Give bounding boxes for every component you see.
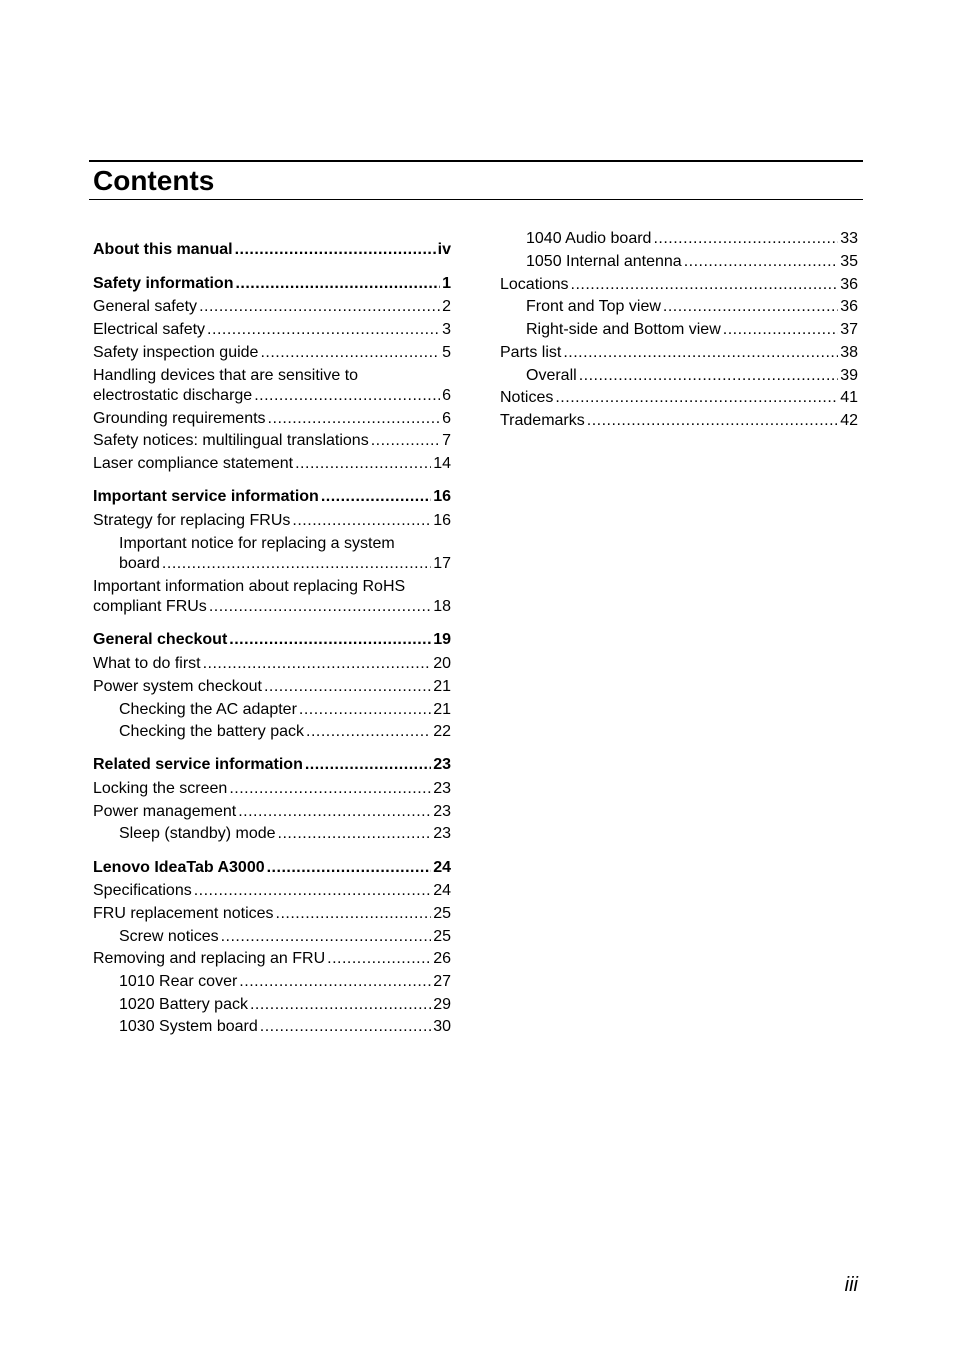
dot-leader xyxy=(235,240,436,260)
dot-leader xyxy=(684,252,839,272)
toc-entry-title: Parts list xyxy=(500,344,562,361)
dot-leader xyxy=(327,949,431,969)
toc-entry-page: 6 xyxy=(442,410,451,427)
toc-entry[interactable] xyxy=(119,927,451,947)
dot-leader xyxy=(371,431,440,451)
dot-leader xyxy=(321,487,431,507)
toc-entry[interactable] xyxy=(93,511,451,531)
toc-entry-page: 2 xyxy=(442,298,451,315)
toc-entry-title: 1030 System board xyxy=(119,1018,258,1035)
toc-entry-title: Right-side and Bottom view xyxy=(526,321,721,338)
toc-entry-title: Lenovo IdeaTab A3000 xyxy=(93,859,265,876)
toc-entry-title: Safety information xyxy=(93,275,234,292)
title-bottom-rule xyxy=(89,199,863,200)
dot-leader xyxy=(162,554,431,574)
toc-entry-page: 23 xyxy=(433,780,451,797)
toc-entry-title: Grounding requirements xyxy=(93,410,266,427)
toc-entry-title: Locations xyxy=(500,276,569,293)
dot-leader xyxy=(238,802,431,822)
dot-leader xyxy=(209,597,431,617)
dot-leader xyxy=(229,779,431,799)
toc-entry-title-cont: board xyxy=(119,555,160,572)
dot-leader xyxy=(579,366,839,386)
toc-entry[interactable] xyxy=(119,1017,451,1037)
toc-entry-title: Specifications xyxy=(93,882,192,899)
dot-leader xyxy=(250,995,431,1015)
dot-leader xyxy=(239,972,431,992)
toc-entry-title: 1010 Rear cover xyxy=(119,973,238,990)
toc-entry[interactable] xyxy=(93,577,451,617)
dot-leader xyxy=(571,275,839,295)
toc-entry-page: 41 xyxy=(840,389,858,406)
toc-entry-title: About this manual xyxy=(93,241,233,258)
toc-entry[interactable] xyxy=(526,252,858,272)
toc-entry-page: 3 xyxy=(442,321,451,338)
toc-entry-page: 38 xyxy=(840,344,858,361)
toc-entry[interactable] xyxy=(526,320,858,340)
toc-entry-title: 1040 Audio board xyxy=(526,230,652,247)
dot-leader xyxy=(723,320,838,340)
dot-leader xyxy=(267,858,432,878)
toc-entry[interactable] xyxy=(93,949,451,969)
dot-leader xyxy=(221,927,432,947)
toc-entry[interactable] xyxy=(119,824,451,844)
toc-entry[interactable] xyxy=(500,388,858,408)
toc-entry[interactable] xyxy=(93,755,451,775)
toc-entry[interactable] xyxy=(93,297,451,317)
toc-entry-title: Front and Top view xyxy=(526,298,661,315)
toc-entry[interactable] xyxy=(93,320,451,340)
toc-entry[interactable] xyxy=(119,534,451,574)
toc-entry-page: 33 xyxy=(840,230,858,247)
toc-entry-page: 24 xyxy=(433,859,451,876)
toc-entry-title: Handling devices that are sensitive to xyxy=(93,367,359,384)
toc-entry-page: 22 xyxy=(433,723,451,740)
toc-entry[interactable] xyxy=(93,654,451,674)
toc-entry-page: 37 xyxy=(840,321,858,338)
dot-leader xyxy=(663,297,838,317)
toc-entry-page: 39 xyxy=(840,367,858,384)
dot-leader xyxy=(268,409,441,429)
toc-entry[interactable] xyxy=(119,700,451,720)
toc-entry-title: General safety xyxy=(93,298,198,315)
toc-entry[interactable] xyxy=(500,411,858,431)
dot-leader xyxy=(254,386,440,406)
toc-entry-title: Electrical safety xyxy=(93,321,206,338)
dot-leader xyxy=(260,343,440,363)
dot-leader xyxy=(278,824,432,844)
toc-entry-title: Power management xyxy=(93,803,237,820)
toc-entry-page: 27 xyxy=(433,973,451,990)
toc-entry-title: Overall xyxy=(526,367,577,384)
toc-entry-title: Screw notices xyxy=(119,928,219,945)
toc-entry-page: 21 xyxy=(433,678,451,695)
toc-entry-page: 23 xyxy=(433,803,451,820)
toc-entry-page: 30 xyxy=(433,1018,451,1035)
dot-leader xyxy=(229,630,431,650)
page-title: Contents xyxy=(93,165,215,196)
dot-leader xyxy=(235,274,440,294)
dot-leader xyxy=(264,677,431,697)
toc-entry-page: 25 xyxy=(433,928,451,945)
toc-entry[interactable] xyxy=(93,454,451,474)
toc-entry-title: Checking the AC adapter xyxy=(119,701,297,718)
toc-entry-page: 14 xyxy=(433,455,451,472)
toc-entry[interactable] xyxy=(526,229,858,249)
toc-entry-title: Locking the screen xyxy=(93,780,228,797)
toc-entry-page: 17 xyxy=(433,555,451,572)
dot-leader xyxy=(260,1017,431,1037)
toc-entry-title: Strategy for replacing FRUs xyxy=(93,512,291,529)
dot-leader xyxy=(305,755,431,775)
toc-entry[interactable] xyxy=(93,904,451,924)
toc-entry[interactable] xyxy=(93,343,451,363)
toc-entry-title: Related service information xyxy=(93,756,303,773)
toc-entry-title: Notices xyxy=(500,389,554,406)
toc-entry-title: FRU replacement notices xyxy=(93,905,274,922)
toc-entry-title: What to do first xyxy=(93,655,201,672)
dot-leader xyxy=(199,297,440,317)
toc-entry-title: Power system checkout xyxy=(93,678,262,695)
toc-entry[interactable] xyxy=(93,677,451,697)
toc-entry-title: 1020 Battery pack xyxy=(119,996,248,1013)
toc-entry-page: 6 xyxy=(442,387,451,404)
toc-entry-page: 19 xyxy=(433,631,451,648)
toc-entry[interactable] xyxy=(93,802,451,822)
toc-entry[interactable] xyxy=(93,858,451,878)
toc-entry-title: Removing and replacing an FRU xyxy=(93,950,326,967)
toc-entry-page: 18 xyxy=(433,598,451,615)
toc-entry-title: Laser compliance statement xyxy=(93,455,294,472)
toc-entry-page: 36 xyxy=(840,298,858,315)
title-top-rule xyxy=(89,160,863,162)
toc-entry-page: 26 xyxy=(433,950,451,967)
toc-entry[interactable] xyxy=(93,240,451,260)
toc-entry[interactable] xyxy=(93,779,451,799)
toc-entry[interactable] xyxy=(500,343,858,363)
toc-entry-page: 24 xyxy=(433,882,451,899)
dot-leader xyxy=(276,904,432,924)
dot-leader xyxy=(207,320,440,340)
dot-leader xyxy=(292,511,431,531)
toc-entry[interactable] xyxy=(119,972,451,992)
toc-entry[interactable] xyxy=(500,275,858,295)
toc-entry-page: 23 xyxy=(433,825,451,842)
toc-entry-page: 36 xyxy=(840,276,858,293)
toc-entry[interactable] xyxy=(93,487,451,507)
toc-entry[interactable] xyxy=(93,274,451,294)
dot-leader xyxy=(306,722,431,742)
dot-leader xyxy=(555,388,838,408)
toc-entry[interactable] xyxy=(93,881,451,901)
toc-entry-page: 1 xyxy=(442,275,451,292)
toc-entry-title: Important notice for replacing a system xyxy=(119,535,395,552)
toc-entry-title: Sleep (standby) mode xyxy=(119,825,276,842)
dot-leader xyxy=(203,654,432,674)
toc-entry-page: 35 xyxy=(840,253,858,270)
toc-entry-page: 25 xyxy=(433,905,451,922)
toc-entry-title: General checkout xyxy=(93,631,228,648)
toc-entry[interactable] xyxy=(93,366,451,406)
dot-leader xyxy=(299,700,431,720)
toc-entry-title: 1050 Internal antenna xyxy=(526,253,682,270)
toc-entry-title: Important information about replacing RoHS xyxy=(93,578,406,595)
dot-leader xyxy=(194,881,431,901)
toc-entry[interactable] xyxy=(526,366,858,386)
toc-entry[interactable] xyxy=(526,297,858,317)
toc-entry-page: 29 xyxy=(433,996,451,1013)
toc-entry[interactable] xyxy=(93,431,451,451)
toc-entry-page: 20 xyxy=(433,655,451,672)
toc-entry-page: iv xyxy=(437,241,451,258)
page-number: iii xyxy=(844,1274,858,1296)
toc-entry[interactable] xyxy=(93,630,451,650)
toc-entry-page: 21 xyxy=(433,701,451,718)
dot-leader xyxy=(587,411,838,431)
toc-entry-title: Safety inspection guide xyxy=(93,344,259,361)
toc-entry-title: Checking the battery pack xyxy=(119,723,304,740)
toc-entry[interactable] xyxy=(93,409,451,429)
toc-entry-title-cont: compliant FRUs xyxy=(93,598,207,615)
dot-leader xyxy=(563,343,838,363)
dot-leader xyxy=(295,454,431,474)
toc-entry-page: 16 xyxy=(433,512,451,529)
toc-entry-title-cont: electrostatic discharge xyxy=(93,387,253,404)
toc-entry-page: 5 xyxy=(442,344,451,361)
toc-entry-title: Safety notices: multilingual translations xyxy=(93,432,369,449)
toc-entry-title: Trademarks xyxy=(500,412,585,429)
dot-leader xyxy=(653,229,838,249)
toc-entry[interactable] xyxy=(119,995,451,1015)
toc-entry-page: 16 xyxy=(433,488,451,505)
toc-entry-page: 42 xyxy=(840,412,858,429)
toc-entry[interactable] xyxy=(119,722,451,742)
toc-entry-page: 7 xyxy=(442,432,451,449)
toc-entry-page: 23 xyxy=(433,756,451,773)
toc-entry-title: Important service information xyxy=(93,488,319,505)
